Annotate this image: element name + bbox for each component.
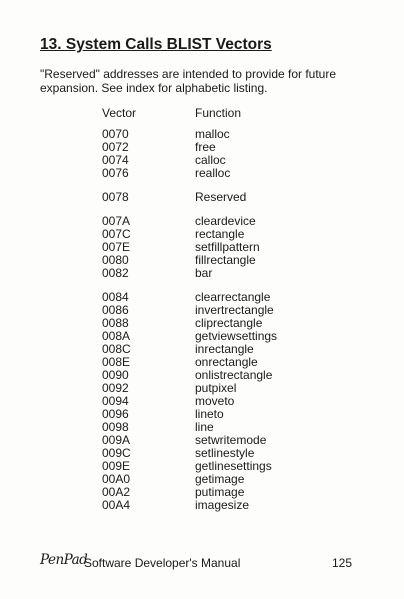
function-name: getlinesettings — [195, 459, 272, 473]
vector-address: 0072 — [102, 140, 129, 154]
function-name: cliprectangle — [195, 316, 263, 330]
vector-address: 0094 — [102, 394, 129, 408]
function-name: getimage — [195, 472, 245, 486]
function-name: onrectangle — [195, 355, 258, 369]
function-name: cleardevice — [195, 214, 256, 228]
page-footer — [40, 552, 352, 572]
function-name: free — [195, 140, 216, 154]
vector-address: 008E — [102, 355, 131, 369]
function-name: bar — [195, 266, 213, 280]
vector-address: 008C — [102, 342, 131, 356]
vector-address: 0098 — [102, 420, 129, 434]
table-row — [102, 191, 342, 204]
page-number: 125 — [331, 556, 352, 570]
vector-address: 0086 — [102, 303, 129, 317]
vector-address: 0074 — [102, 153, 129, 167]
section-heading: 13. System Calls BLIST Vectors — [40, 36, 272, 53]
function-name: realloc — [195, 166, 231, 180]
function-name: moveto — [195, 394, 235, 408]
function-name: putimage — [195, 485, 245, 499]
vector-address: 00A2 — [102, 485, 131, 499]
function-name: getviewsettings — [195, 329, 278, 343]
penpad-logo: PenPad — [40, 552, 88, 568]
function-name: line — [195, 420, 214, 434]
vector-address: 00A0 — [102, 472, 131, 486]
vector-address: 008A — [102, 329, 131, 343]
vector-address: 0092 — [102, 381, 129, 395]
vector-address: 0070 — [102, 127, 129, 141]
vector-address: 009A — [102, 433, 131, 447]
function-name: setlinestyle — [195, 446, 255, 460]
vector-group — [102, 128, 342, 180]
vector-address: 0088 — [102, 316, 129, 330]
vector-group — [102, 215, 342, 280]
function-name: imagesize — [195, 498, 250, 512]
vector-address: 0078 — [102, 190, 129, 204]
vector-address: 007E — [102, 240, 131, 254]
vector-address: 0090 — [102, 368, 129, 382]
function-name: invertrectangle — [195, 303, 274, 317]
vector-address: 0096 — [102, 407, 129, 421]
column-header-function: Function — [195, 106, 242, 120]
vector-address: 0084 — [102, 290, 129, 304]
function-name: fillrectangle — [195, 253, 256, 267]
table-row — [102, 167, 342, 180]
function-name: calloc — [195, 153, 226, 167]
column-header-vector: Vector — [102, 106, 137, 120]
intro-paragraph: "Reserved" addresses are intended to provide for future expansion. See index for alphabetic listing. — [40, 67, 337, 95]
table-row — [102, 499, 342, 512]
vector-address: 007C — [102, 227, 131, 241]
vector-address: 0076 — [102, 166, 129, 180]
function-name: malloc — [195, 127, 230, 141]
function-name: rectangle — [195, 227, 245, 241]
vector-group — [102, 191, 342, 204]
vector-group — [102, 291, 342, 512]
vector-address: 0080 — [102, 253, 129, 267]
table-row — [102, 267, 342, 280]
vector-address: 007A — [102, 214, 131, 228]
vector-address: 009E — [102, 459, 131, 473]
vector-address: 00A4 — [102, 498, 131, 512]
function-name: inrectangle — [195, 342, 254, 356]
table-row — [102, 128, 342, 141]
footer-manual-title: Software Developer's Manual — [84, 556, 241, 570]
table-row — [102, 254, 342, 267]
function-name: setwritemode — [195, 433, 267, 447]
function-name: Reserved — [195, 190, 247, 204]
function-name: clearrectangle — [195, 290, 271, 304]
vector-address: 009C — [102, 446, 131, 460]
function-name: putpixel — [195, 381, 237, 395]
function-name: lineto — [195, 407, 224, 421]
function-name: setfillpattern — [195, 240, 260, 254]
function-name: onlistrectangle — [195, 368, 273, 382]
vector-address: 0082 — [102, 266, 129, 280]
table-row — [102, 408, 342, 421]
vector-table — [102, 128, 342, 523]
